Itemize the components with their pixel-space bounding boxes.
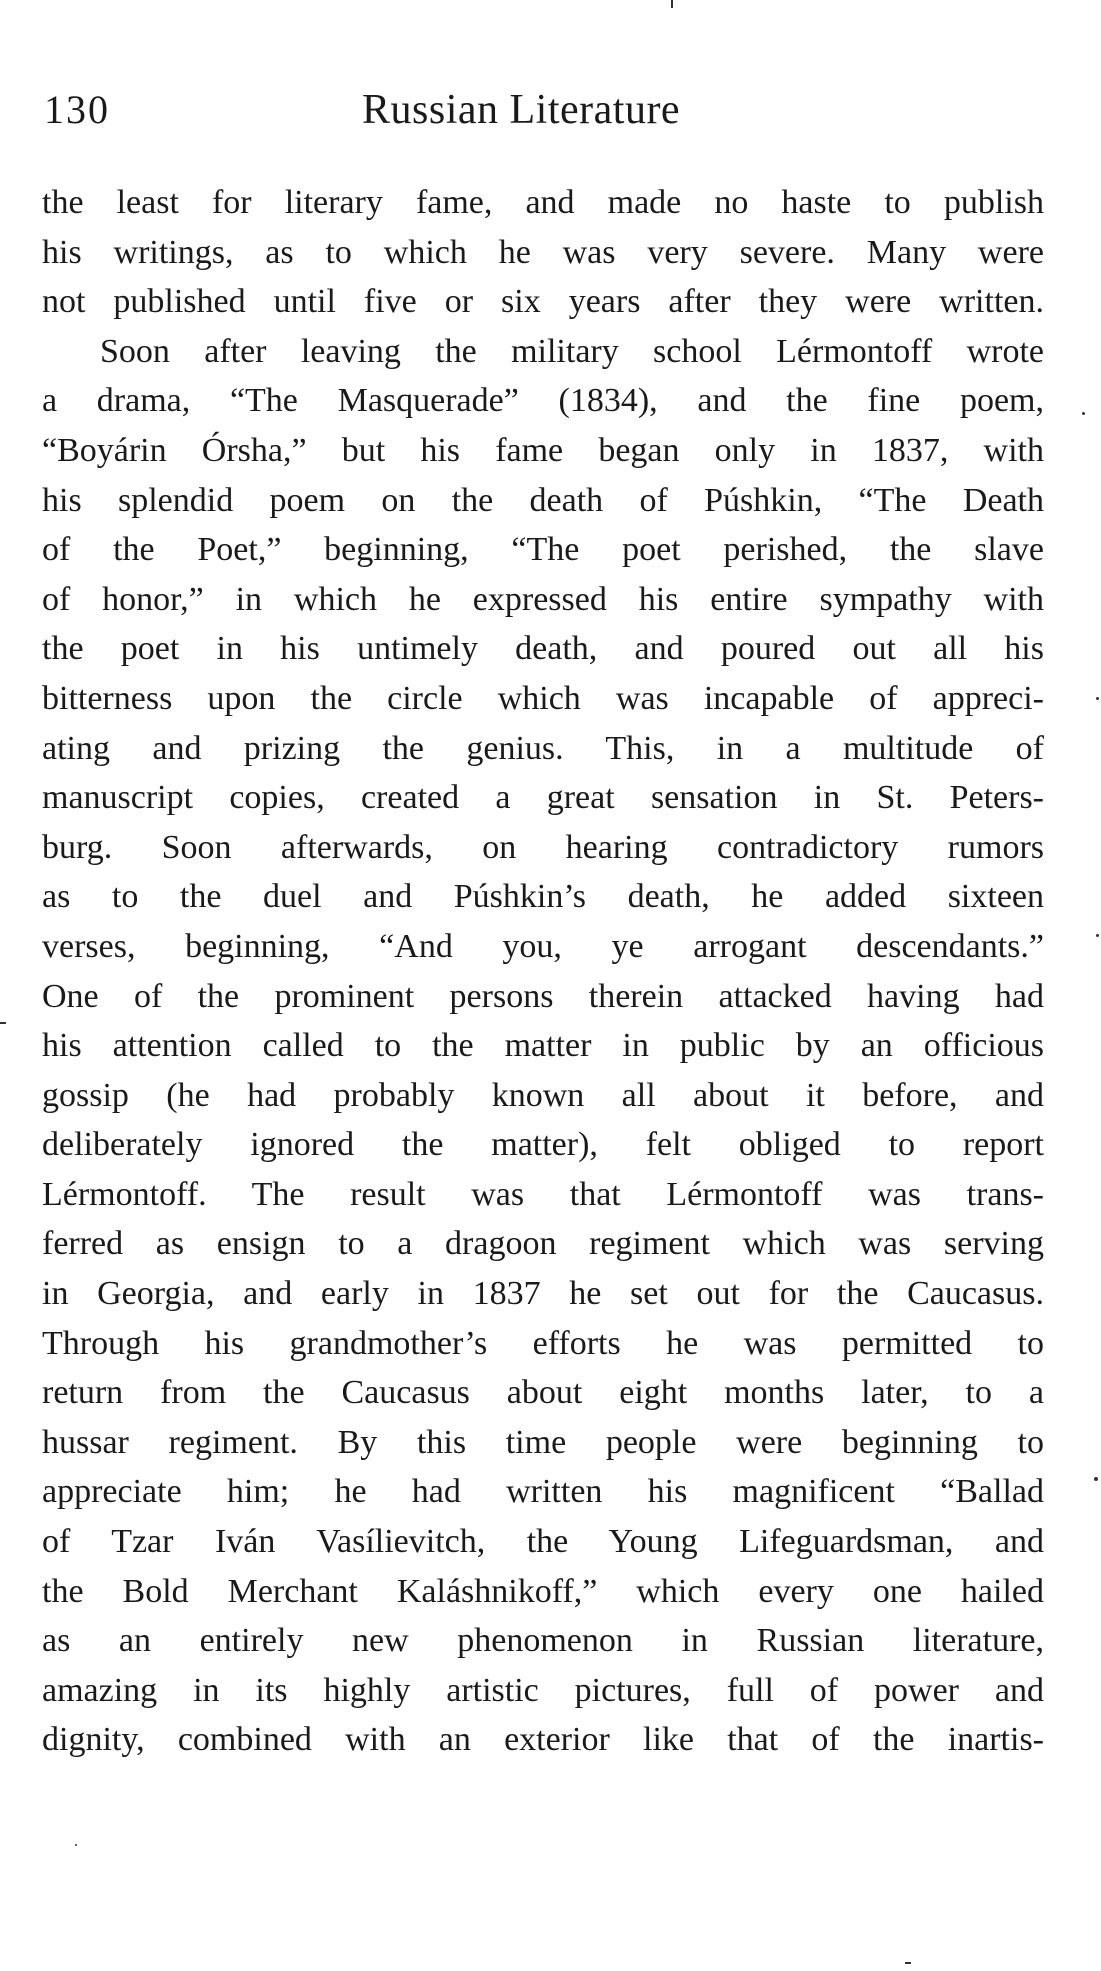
text-line: the poet in his untimely death, and poured out all his	[42, 630, 1044, 668]
text-line: of the Poet,” beginning, “The poet perished, the slave	[42, 531, 1044, 569]
text-line: One of the prominent persons therein attacked having had	[42, 977, 1044, 1015]
scan-speck	[1082, 412, 1085, 415]
running-title: Russian Literature	[362, 87, 681, 133]
text-line: of honor,” in which he expressed his entire sympathy with	[42, 580, 1044, 618]
text-line: gossip (he had probably known all about it before, and	[42, 1076, 1044, 1114]
text-line: as an entirely new phenomenon in Russian literature,	[42, 1622, 1044, 1660]
text-line: dignity, combined with an exterior like that of the inartis-	[42, 1721, 1044, 1759]
text-line: deliberately ignored the matter), felt obliged to report	[42, 1126, 1044, 1164]
scan-speck	[75, 1844, 77, 1846]
text-line: a drama, “The Masquerade” (1834), and the fine poem,	[42, 382, 1044, 420]
text-line: his writings, as to which he was very severe. Many were	[42, 233, 1044, 271]
scan-speck	[1096, 934, 1099, 937]
text-line: hussar regiment. By this time people were beginning to	[42, 1423, 1044, 1461]
text-line: as to the duel and Púshkin’s death, he added sixteen	[42, 878, 1044, 916]
text-line: amazing in its highly artistic pictures, full of power and	[42, 1671, 1044, 1709]
text-line: of Tzar Iván Vasílievitch, the Young Lifeguardsman, and	[42, 1523, 1044, 1561]
text-line: his attention called to the matter in public by an officious	[42, 1027, 1044, 1065]
text-line: Lérmontoff. The result was that Lérmontoff was trans-	[42, 1175, 1044, 1213]
text-line: not published until five or six years after they were written.	[42, 283, 1044, 321]
body-text	[42, 178, 1044, 1765]
text-line: bitterness upon the circle which was incapable of appreci-	[42, 679, 1044, 717]
text-line: the least for literary fame, and made no haste to publish	[42, 184, 1044, 221]
scan-speck	[0, 1022, 6, 1024]
text-line: verses, beginning, “And you, ye arrogant descendants.”	[42, 927, 1044, 965]
text-line: ating and prizing the genius. This, in a multitude of	[42, 729, 1044, 767]
running-header	[44, 86, 1044, 146]
text-line: his splendid poem on the death of Púshkin, “The Death	[42, 481, 1044, 519]
text-line: in Georgia, and early in 1837 he set out for the Caucasus.	[42, 1275, 1044, 1313]
text-line: “Boyárin Órsha,” but his fame began only in 1837, with	[42, 431, 1044, 469]
text-line: return from the Caucasus about eight months later, to a	[42, 1374, 1044, 1412]
page-number: 130	[44, 87, 110, 132]
text-line: appreciate him; he had written his magnificent “Ballad	[42, 1473, 1044, 1511]
text-line: ferred as ensign to a dragoon regiment which was serving	[42, 1225, 1044, 1263]
scan-speck	[1096, 697, 1099, 700]
text-line: burg. Soon afterwards, on hearing contradictory rumors	[42, 828, 1044, 866]
text-line: Through his grandmother’s efforts he was permitted to	[42, 1324, 1044, 1362]
scan-speck	[1094, 1477, 1098, 1481]
text-line: the Bold Merchant Kaláshnikoff,” which every one hailed	[42, 1572, 1044, 1610]
paragraph-start-line: Soon after leaving the military school Lérmontoff wrote	[100, 332, 1044, 370]
text-line: manuscript copies, created a great sensation in St. Peters-	[42, 779, 1044, 817]
scan-speck	[671, 0, 673, 8]
scan-speck	[905, 1962, 911, 1964]
